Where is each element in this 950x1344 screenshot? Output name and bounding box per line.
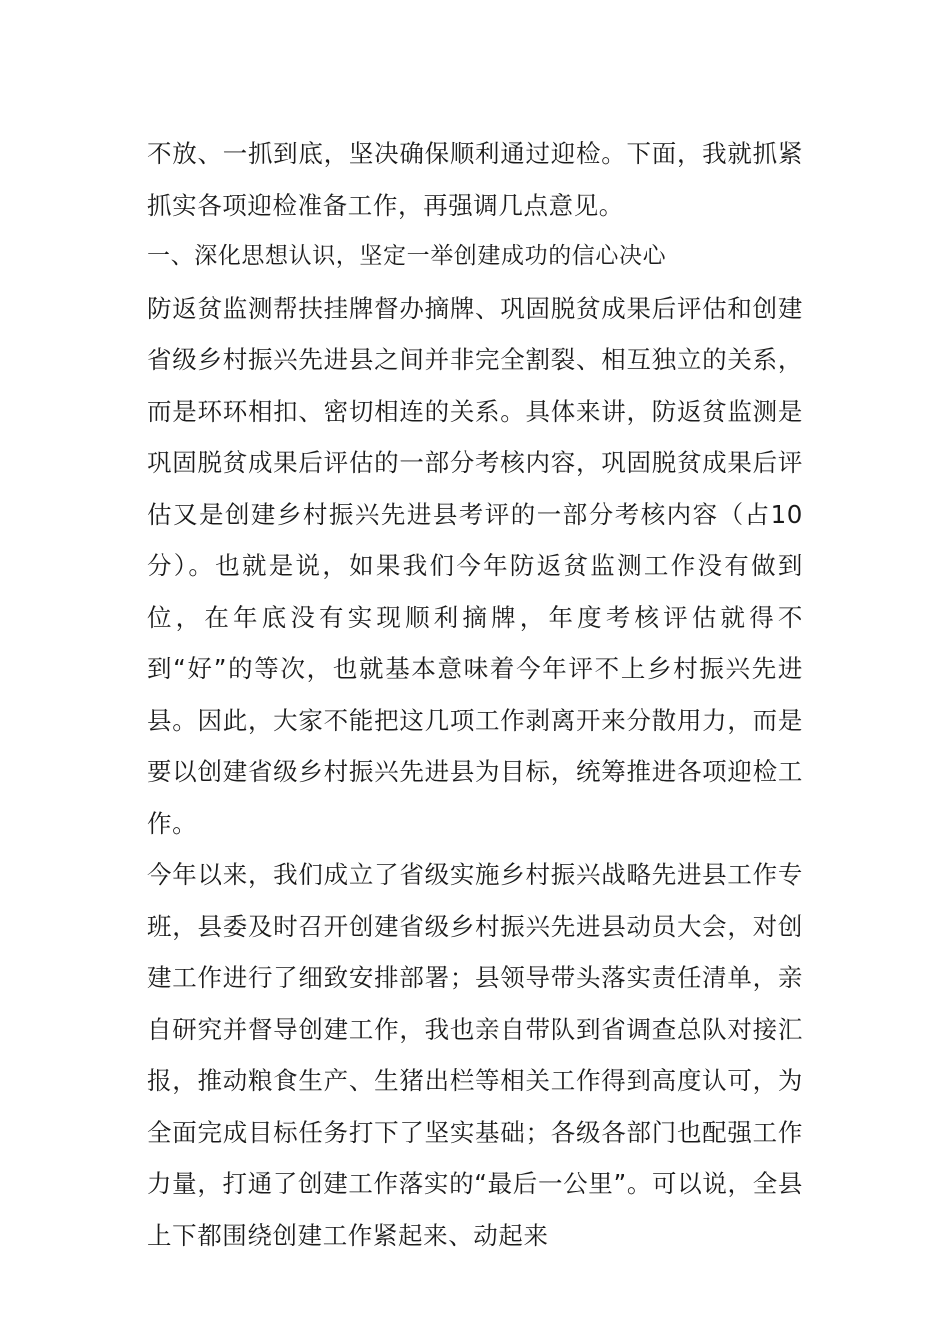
paragraph-intro: 不放、一抓到底，坚决确保顺利通过迎检。下面，我就抓紧抓实各项迎检准备工作，再强调几点意见。 (147, 139, 803, 220)
paragraph-relationship: 防返贫监测帮扶挂牌督办摘牌、巩固脱贫成果后评估和创建省级乡村振兴先进县之间并非完全割裂、相互独立的关系，而是环环相扣、密切相连的关系。具体来讲，防返贫监测是巩固脱贫成果后评估的一部分考核内容，巩固脱贫成果后评估又是创建乡村振兴先进县考评的一部分考核内容（占10分）。也就是说，如果我们今年防返贫监测工作没有做到位，在年底没有实现顺利摘牌，年度考核评估就得不到“好”的等次，也就基本意味着今年评不上乡村振兴先进县。因此，大家不能把这几项工作剥离开来分散用力，而是要以创建省级乡村振兴先进县为目标，统筹推进各项迎检工作。 (147, 293, 803, 838)
section-heading: 一、深化思想认识，坚定一举创建成功的信心决心 (147, 243, 667, 269)
document-page (147, 128, 803, 1261)
paragraph-progress: 今年以来，我们成立了省级实施乡村振兴战略先进县工作专班，县委及时召开创建省级乡村振兴先进县动员大会，对创建工作进行了细致安排部署；县领导带头落实责任清单，亲自研究并督导创建工作，我也亲自带队到省调查总队对接汇报，推动粮食生产、生猪出栏等相关工作得到高度认可，为全面完成目标任务打下了坚实基础；各级各部门也配强工作力量，打通了创建工作落实的“最后一公里”。可以说，全县上下都围绕创建工作紧起来、动起来 (147, 860, 803, 1250)
